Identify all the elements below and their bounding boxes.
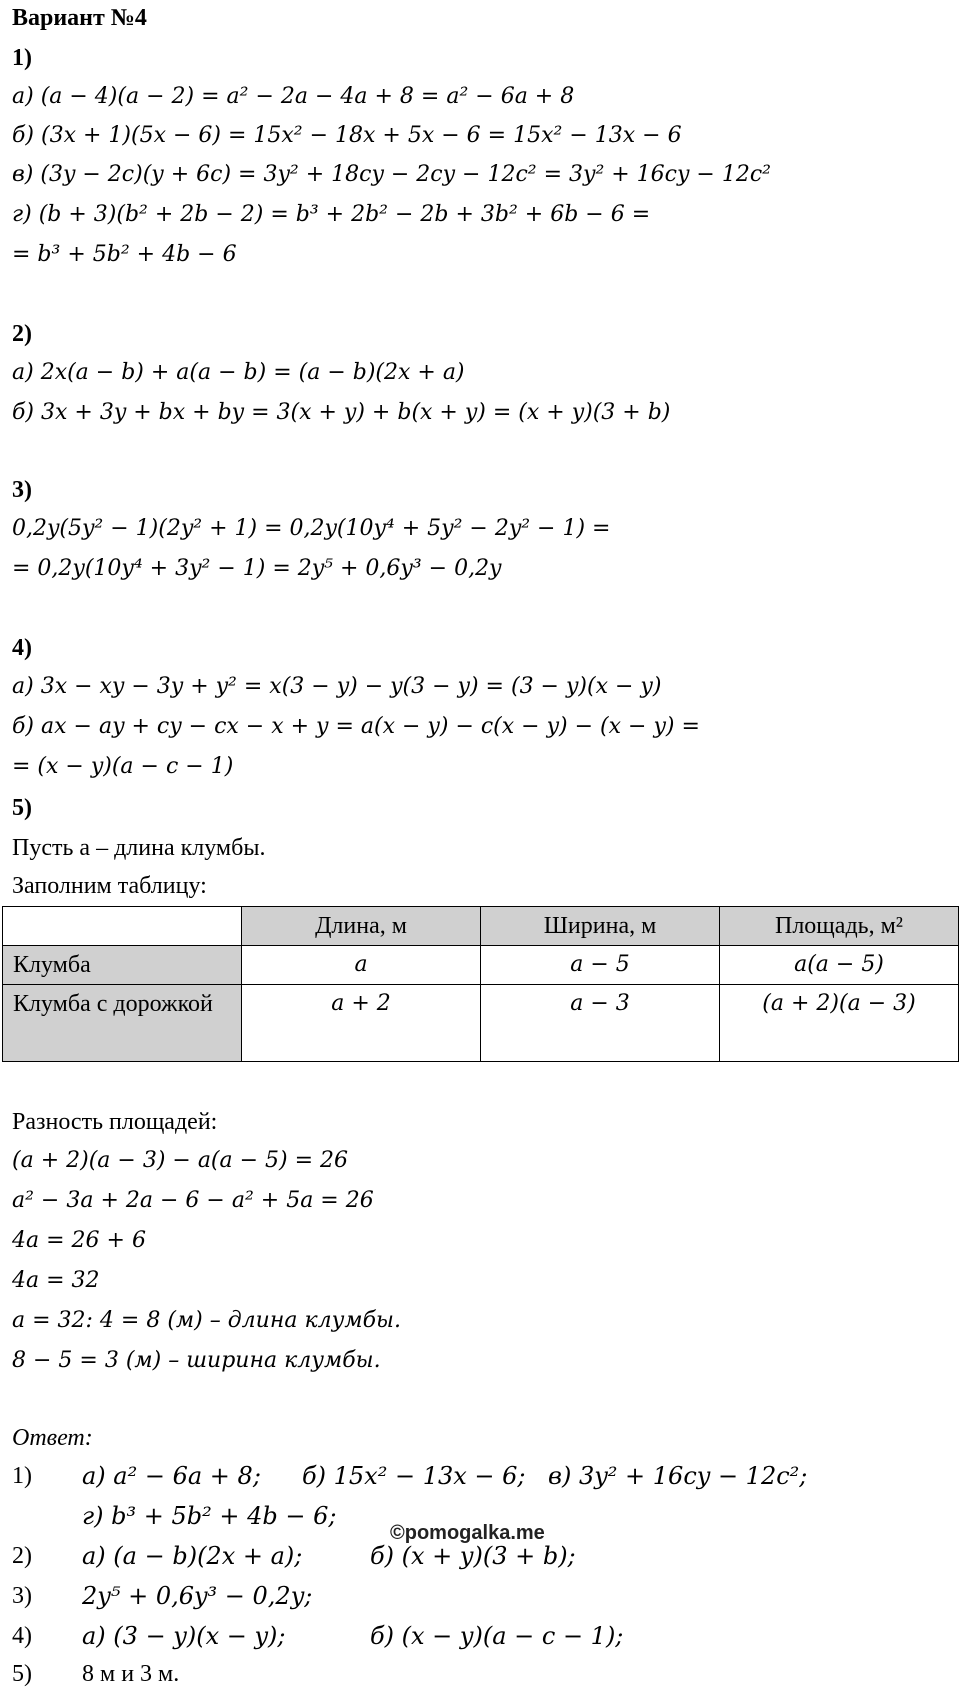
task5-eq4: 4a = 32 xyxy=(12,1268,100,1293)
answer-part: а) (3 − y)(x − y); xyxy=(82,1622,286,1650)
table-cell: a − 3 xyxy=(481,985,720,1062)
task5-eq1: (a + 2)(a − 3) − a(a − 5) = 26 xyxy=(12,1148,349,1173)
answer-part: 2y⁵ + 0,6y³ − 0,2y; xyxy=(82,1582,313,1610)
answer-number: 3) xyxy=(12,1583,32,1609)
task4-a: а) 3x − xy − 3y + y² = x(3 − y) − y(3 − y) = (3 − y)(x − y) xyxy=(12,674,662,699)
task5-let: Пусть a – длина клумбы. xyxy=(12,835,266,861)
table-row-label: Клумба с дорожкой xyxy=(3,985,242,1062)
task5-number: 5) xyxy=(12,795,32,821)
task3-line2: = 0,2y(10y⁴ + 3y² − 1) = 2y⁵ + 0,6y³ − 0,2y xyxy=(12,556,502,581)
table-header-cell: Длина, м xyxy=(242,907,481,946)
table-cell: (a + 2)(a − 3) xyxy=(720,985,959,1062)
task4-b-line1: б) ax − ay + cy − cx − x + y = a(x − y) − c(x − y) − (x − y) = xyxy=(12,714,700,739)
answer-part: в) 3y² + 16cy − 12c²; xyxy=(548,1462,808,1490)
answer-part: а) a² − 6a + 8; xyxy=(82,1462,261,1490)
task1-b: б) (3x + 1)(5x − 6) = 15x² − 18x + 5x − 6 = 15x² − 13x − 6 xyxy=(12,123,682,148)
task2-number: 2) xyxy=(12,321,32,347)
task1-g-line1: г) (b + 3)(b² + 2b − 2) = b³ + 2b² − 2b + 3b² + 6b − 6 = xyxy=(12,202,651,227)
table-row xyxy=(3,985,959,1062)
table-header-cell: Площадь, м² xyxy=(720,907,959,946)
table-cell: a(a − 5) xyxy=(720,946,959,985)
table-cell: a + 2 xyxy=(242,985,481,1062)
task5-eq6: 8 − 5 = 3 (м) – ширина клумбы. xyxy=(12,1348,381,1373)
task4-b-line2: = (x − y)(a − c − 1) xyxy=(12,754,234,779)
task1-v: в) (3y − 2c)(y + 6c) = 3y² + 18cy − 2cy − 12c² = 3y² + 16cy − 12c² xyxy=(12,162,771,187)
task5-diff-label: Разность площадей: xyxy=(12,1109,218,1135)
table-cell: a xyxy=(242,946,481,985)
task4-number: 4) xyxy=(12,635,32,661)
table-row-label: Клумба xyxy=(3,946,242,985)
task2-a: а) 2x(a − b) + a(a − b) = (a − b)(2x + a) xyxy=(12,360,465,385)
answer-part: б) 15x² − 13x − 6; xyxy=(302,1462,526,1490)
task3-line1: 0,2y(5y² − 1)(2y² + 1) = 0,2y(10y⁴ + 5y² − 2y² − 1) = xyxy=(12,516,611,541)
task1-a: а) (a − 4)(a − 2) = a² − 2a − 4a + 8 = a² − 6a + 8 xyxy=(12,84,575,109)
task5-fill: Заполним таблицу: xyxy=(12,873,207,899)
page-title: Вариант №4 xyxy=(12,5,147,31)
task1-g-line2: = b³ + 5b² + 4b − 6 xyxy=(12,242,237,267)
answer-part: а) (a − b)(2x + a); xyxy=(82,1542,303,1570)
table-header-row xyxy=(3,907,959,946)
answer-label: Ответ: xyxy=(12,1425,93,1451)
table-row xyxy=(3,946,959,985)
watermark: ©pomogalka.me xyxy=(390,1522,545,1544)
answer-number: 2) xyxy=(12,1543,32,1569)
answer-number: 1) xyxy=(12,1463,32,1489)
task5-eq2: a² − 3a + 2a − 6 − a² + 5a = 26 xyxy=(12,1188,374,1213)
task5-eq3: 4a = 26 + 6 xyxy=(12,1228,146,1253)
answer-part: б) (x + y)(3 + b); xyxy=(370,1542,576,1570)
task3-number: 3) xyxy=(12,477,32,503)
table-header-cell: Ширина, м xyxy=(481,907,720,946)
answer-part: 8 м и 3 м. xyxy=(82,1661,180,1687)
area-table xyxy=(2,906,959,1062)
task1-number: 1) xyxy=(12,45,32,71)
table-cell: a − 5 xyxy=(481,946,720,985)
task5-eq5: a = 32: 4 = 8 (м) – длина клумбы. xyxy=(12,1308,401,1333)
answer-part: б) (x − y)(a − c − 1); xyxy=(370,1622,624,1650)
task2-b: б) 3x + 3y + bx + by = 3(x + y) + b(x + y) = (x + y)(3 + b) xyxy=(12,400,671,425)
answer-part: г) b³ + 5b² + 4b − 6; xyxy=(82,1502,337,1530)
table-header-cell xyxy=(3,907,242,946)
answer-number: 4) xyxy=(12,1623,32,1649)
answer-number: 5) xyxy=(12,1661,32,1687)
